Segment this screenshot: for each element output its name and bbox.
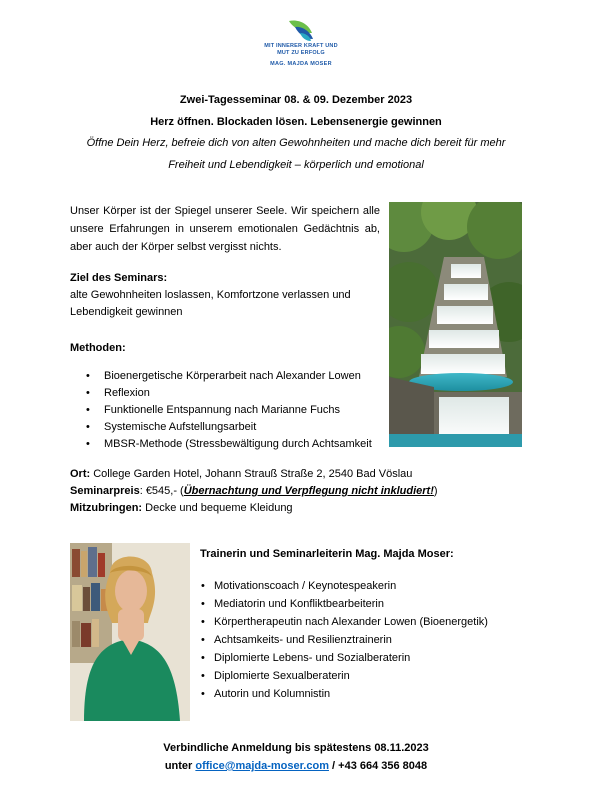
email-link[interactable]: office@majda-moser.com — [195, 760, 329, 772]
location-line — [70, 466, 412, 483]
list-item: • Motivationscoach / Keynotespeakerin — [200, 577, 530, 595]
methods-heading: Methoden: — [70, 342, 126, 354]
tagline-line1: Öffne Dein Herz, befreie dich von alten Gewohnheiten und mache dich bereit für mehr — [86, 137, 506, 149]
bring-label: Mitzubringen: — [70, 502, 143, 514]
logo-slogan-line1: MIT INNERER KRAFT UND — [264, 43, 338, 49]
bring-line — [70, 500, 293, 517]
location-label: Ort: — [70, 468, 91, 480]
list-item: • Funktionelle Entspannung nach Marianne Fuchs — [70, 402, 390, 419]
tagline-line2: Freiheit und Lebendigkeit – körperlich und emotional — [168, 159, 424, 171]
goal-heading: Ziel des Seminars: — [70, 272, 168, 284]
location-value: College Garden Hotel, Johann Strauß Straße 2, 2540 Bad Vöslau — [90, 468, 413, 480]
list-item: • Reflexion — [70, 385, 390, 402]
price-note: Übernachtung und Verpflegung nicht inkludiert! — [183, 485, 434, 497]
price-value: : €545,- ( — [139, 485, 184, 497]
seminar-subtitle: Herz öffnen. Blockaden lösen. Lebensenergie gewinnen — [150, 116, 442, 128]
seminar-title: Zwei-Tagesseminar 08. & 09. Dezember 2023 — [179, 94, 413, 106]
methods-list — [70, 368, 390, 453]
intro-paragraph: Unser Körper ist der Spiegel unserer Seele. Wir speichern alle unsere Erfahrungen in unserem emotionalen Gedächtnis ab, aber auch der Körper selbst vergisst nichts. — [70, 205, 380, 253]
price-line — [70, 483, 438, 500]
goal-text: alte Gewohnheiten loslassen, Komfortzone verlassen und Lebendigkeit gewinnen — [70, 289, 351, 318]
waterfall-photo — [389, 202, 522, 447]
trainer-heading: Trainerin und Seminarleiterin Mag. Majda Moser: — [200, 548, 454, 560]
trainer-photo — [70, 543, 190, 721]
list-item: • MBSR-Methode (Stressbewältigung durch Achtsamkeit — [70, 436, 390, 453]
registration-deadline: Verbindliche Anmeldung bis spätestens 08.11.2023 — [163, 742, 429, 754]
contact-line — [0, 758, 592, 775]
list-item: • Autorin und Kolumnistin — [200, 685, 530, 703]
list-item: • Bioenergetische Körperarbeit nach Alexander Lowen — [70, 368, 390, 385]
trainer-list — [200, 577, 530, 703]
list-item: • Körpertherapeutin nach Alexander Lowen (Bioenergetik) — [200, 613, 530, 631]
leaf-logo-icon — [286, 17, 316, 43]
phone-number: / +43 664 356 8048 — [328, 760, 428, 772]
contact-prefix: unter — [164, 760, 196, 772]
list-item: • Diplomierte Lebens- und Sozialberaterin — [200, 649, 530, 667]
list-item: • Achtsamkeits- und Resilienztrainerin — [200, 631, 530, 649]
list-item: • Mediatorin und Konfliktbearbeiterin — [200, 595, 530, 613]
logo-slogan-line2: MUT ZU ERFOLG — [277, 49, 325, 56]
logo — [256, 17, 346, 68]
bring-value: Decke und bequeme Kleidung — [142, 502, 293, 514]
price-label: Seminarpreis — [70, 485, 140, 497]
list-item: • Diplomierte Sexualberaterin — [200, 667, 530, 685]
list-item: • Systemische Aufstellungsarbeit — [70, 419, 390, 436]
price-close: ) — [433, 485, 438, 497]
logo-name: MAG. MAJDA MOSER — [270, 61, 332, 68]
